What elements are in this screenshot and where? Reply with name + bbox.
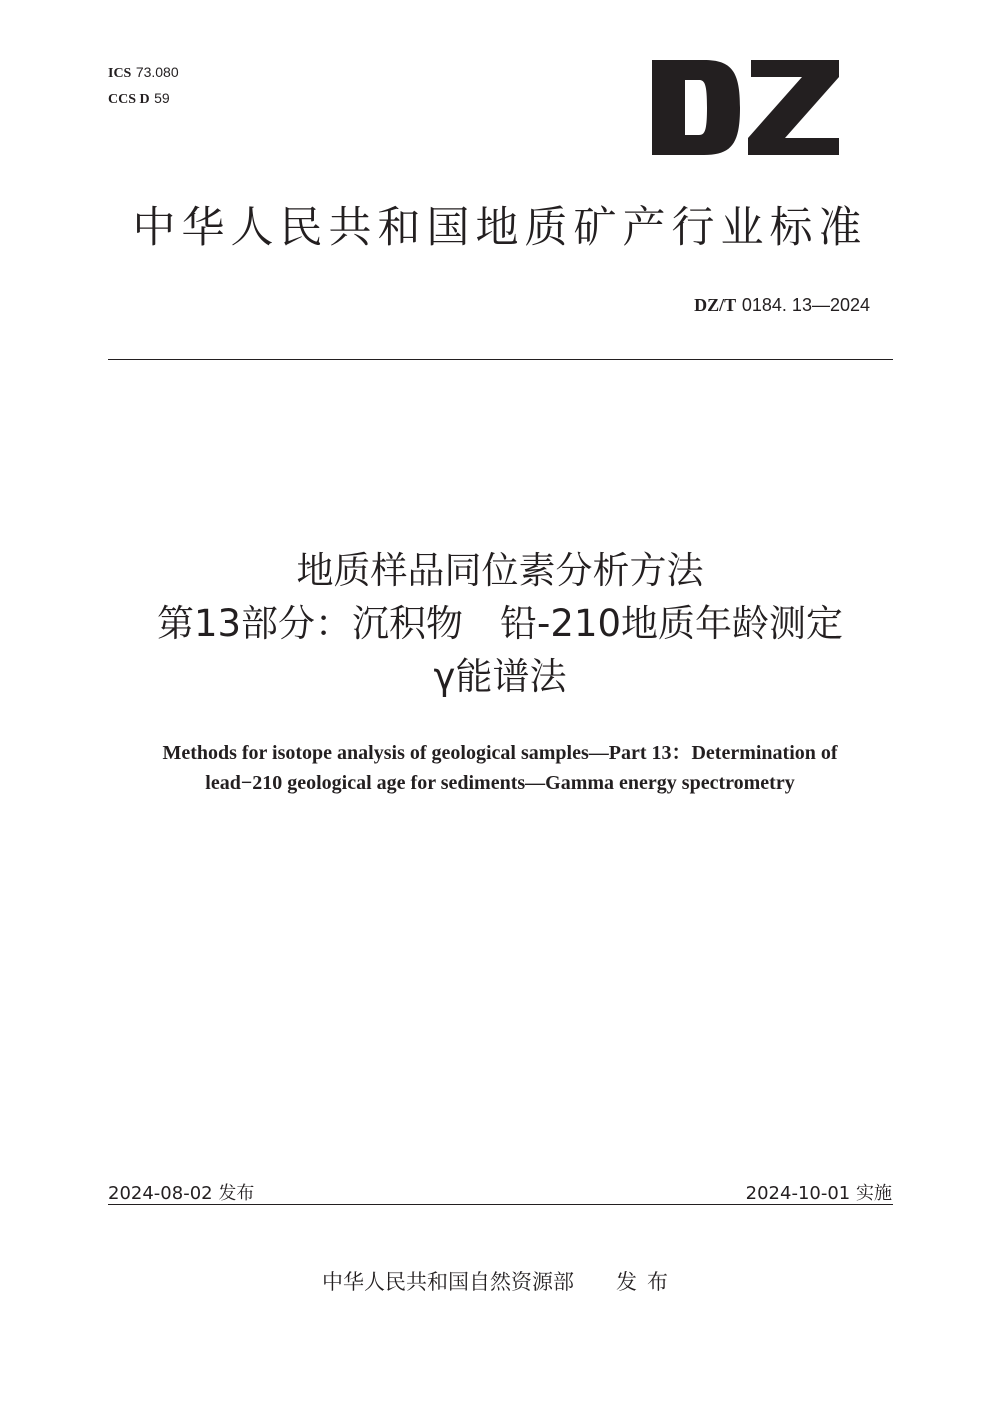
implementation-date: 2024-10-01 实施 <box>745 1183 892 1204</box>
standard-number-value: 0184. 13—2024 <box>741 295 870 315</box>
ccs-label: CCS D <box>108 92 150 107</box>
chinese-title-line-2: 第13部分：沉积物 铅-210地质年龄测定 <box>156 602 844 645</box>
chinese-title <box>60 544 940 703</box>
issuing-authority <box>0 1266 1000 1296</box>
english-title <box>60 738 940 798</box>
ics-label: ICS <box>108 66 132 81</box>
issue-action: 发布 <box>616 1270 678 1294</box>
standard-number-prefix: DZ/T <box>694 295 737 315</box>
issuer-name: 中华人民共和国自然资源部 <box>322 1270 574 1294</box>
ics-value: 73.080 <box>135 64 179 80</box>
ccs-value: 59 <box>154 90 170 106</box>
ccs-code <box>108 86 179 112</box>
top-divider <box>108 359 893 360</box>
english-title-line-2: lead−210 geological age for sediments—Gamma energy spectrometry <box>205 772 795 794</box>
bottom-divider <box>108 1204 893 1205</box>
classification-codes <box>108 60 179 112</box>
dz-logo <box>652 60 839 155</box>
issue-date: 2024-08-02 发布 <box>108 1183 255 1204</box>
ics-code <box>108 60 179 86</box>
chinese-title-line-3: γ能谱法 <box>433 655 567 698</box>
standard-number <box>694 295 870 316</box>
standard-category-title: 中华人民共和国地质矿产行业标准 <box>132 203 868 253</box>
english-title-line-1: Methods for isotope analysis of geological samples—Part 13：Determination of <box>162 742 838 764</box>
chinese-title-line-1: 地质样品同位素分析方法 <box>296 549 704 592</box>
